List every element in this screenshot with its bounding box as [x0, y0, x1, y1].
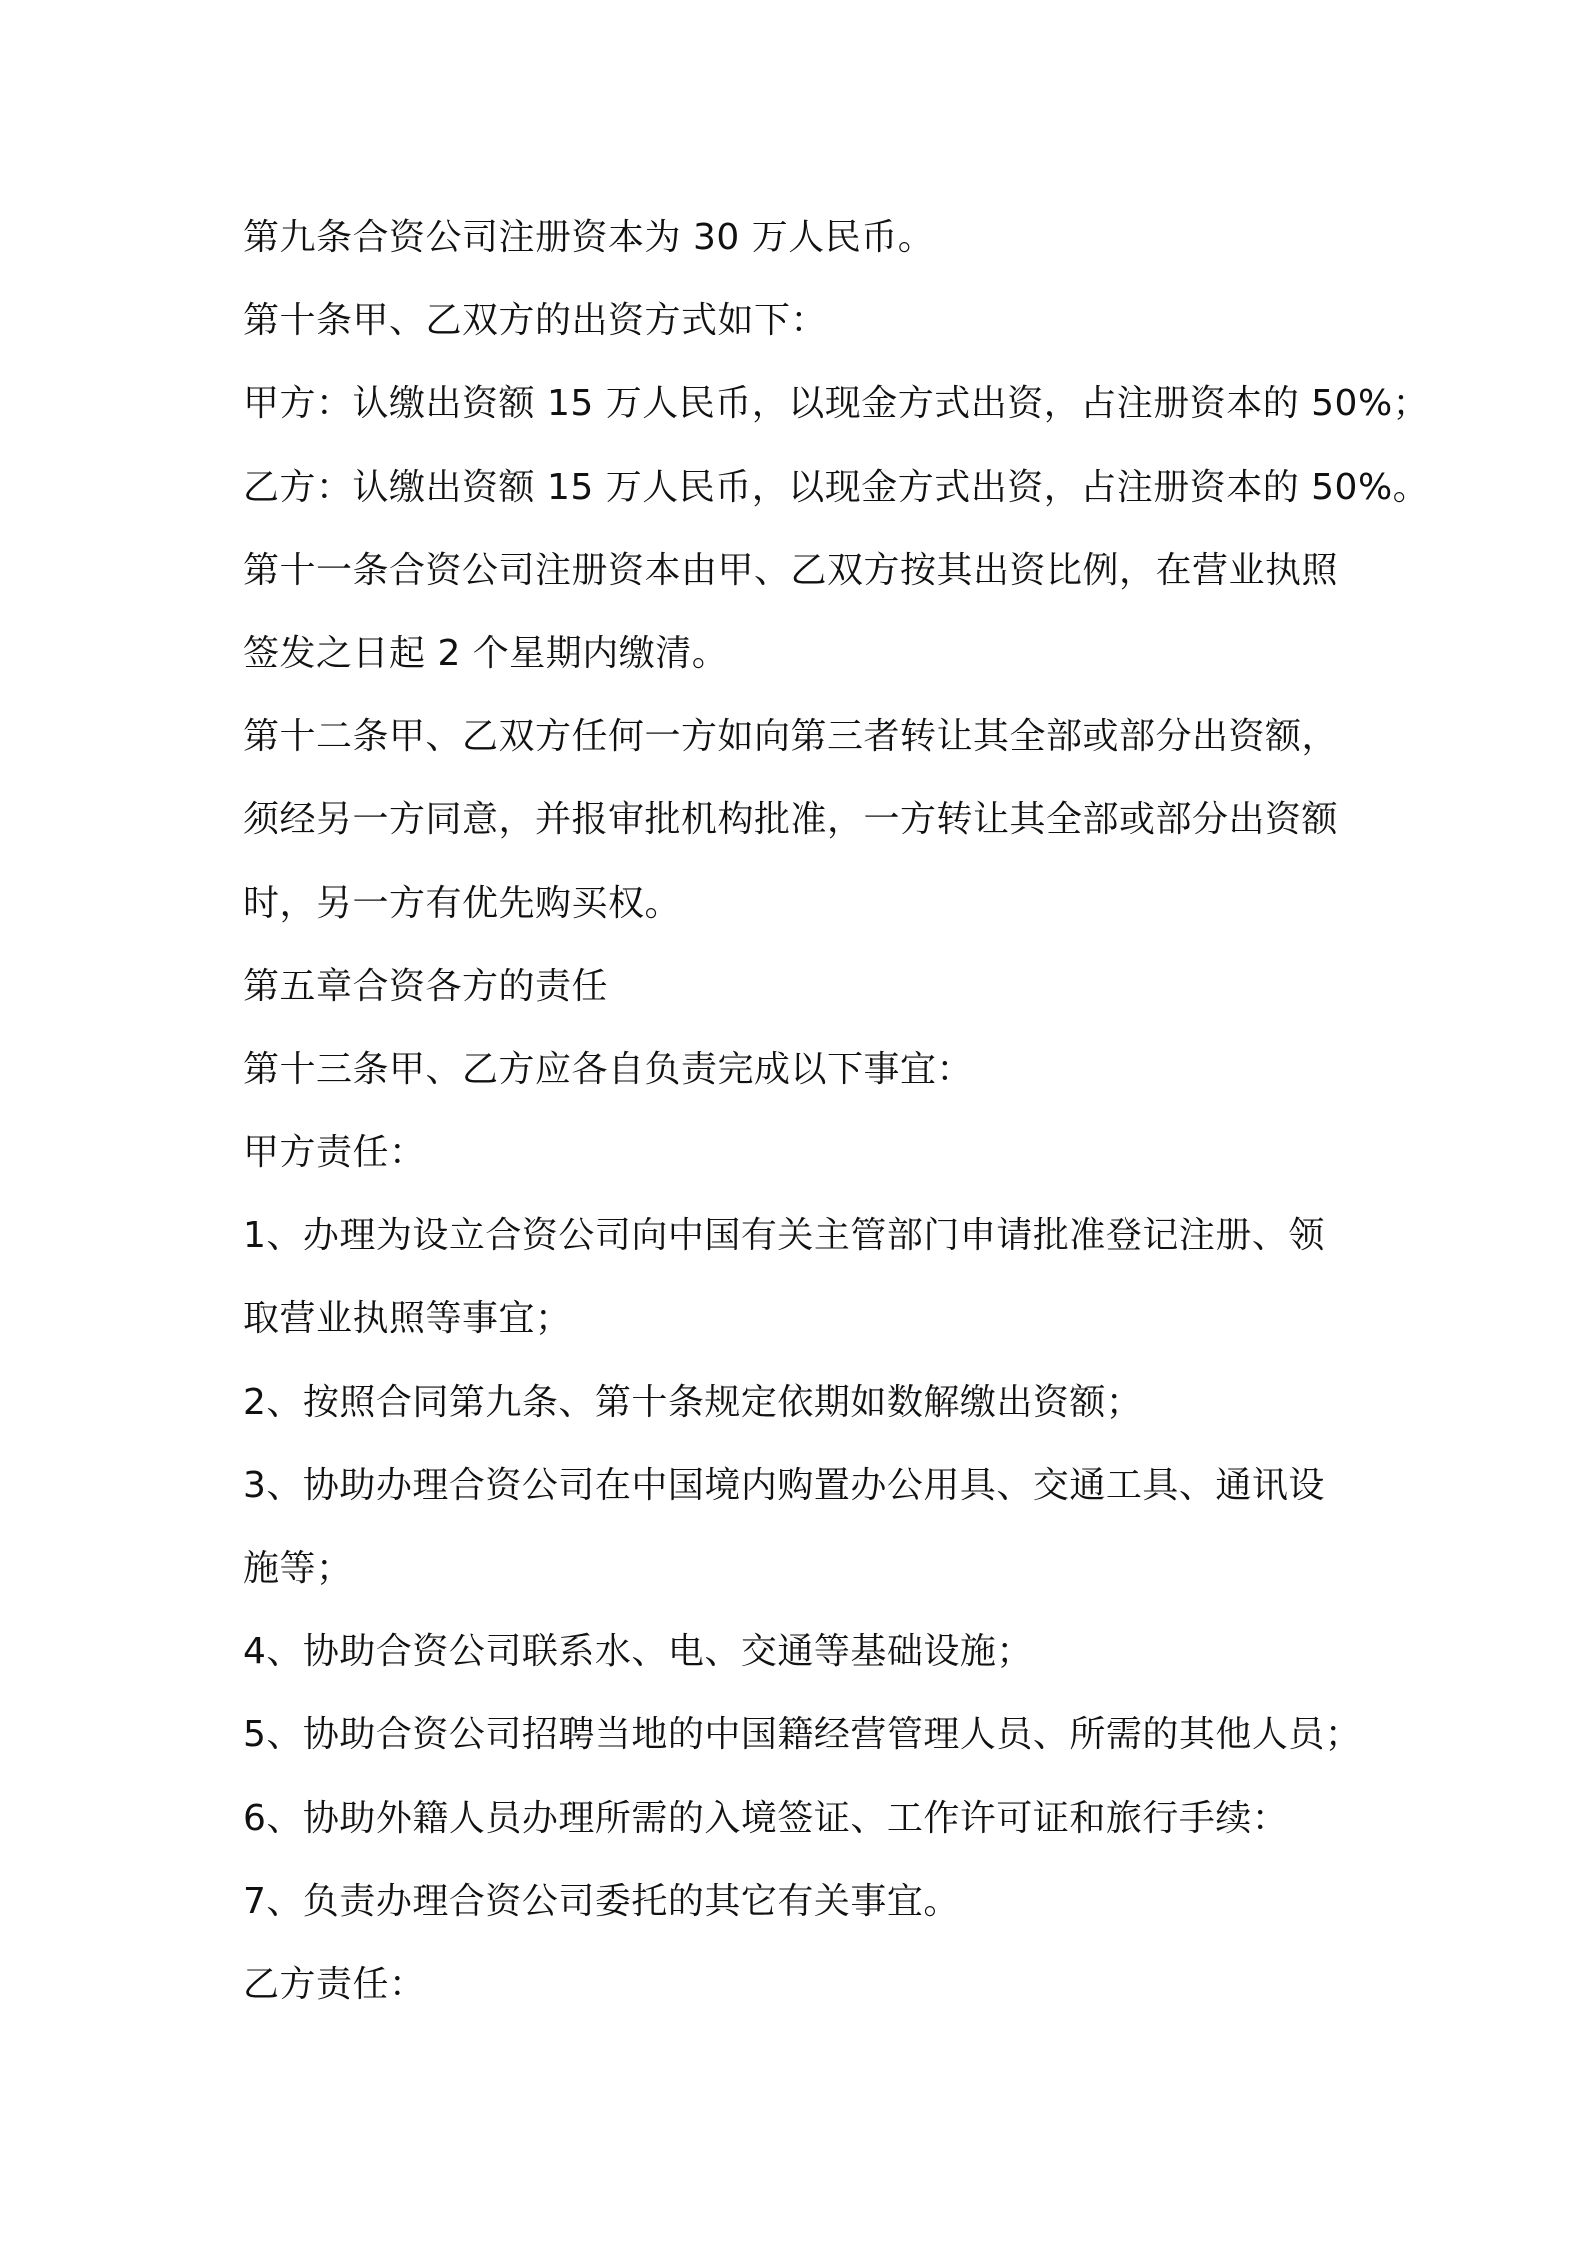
list-item-4: 4、协助合资公司联系水、电、交通等基础设施； — [243, 1631, 1033, 1673]
article-11-line-2: 签发之日起 2 个星期内缴清。 — [243, 632, 729, 674]
list-item-1-line-2: 取营业执照等事宜； — [243, 1298, 572, 1340]
list-item-3-line-2: 施等； — [243, 1548, 353, 1589]
list-item-7: 7、负责办理合资公司委托的其它有关事宜。 — [243, 1880, 960, 1922]
article-13-line: 第十三条甲、乙方应各自负责完成以下事宜： — [243, 1048, 974, 1090]
document-body — [243, 196, 1430, 2026]
article-9-line: 第九条合资公司注册资本为 30 万人民币。 — [243, 217, 935, 258]
list-item-6: 6、协助外籍人员办理所需的入境签证、工作许可证和旅行手续： — [243, 1797, 1289, 1839]
party-a-responsibilities-heading: 甲方责任： — [243, 1132, 426, 1174]
party-a-contribution-line: 甲方：认缴出资额 15 万人民币，以现金方式出资，占注册资本的 50%； — [243, 383, 1430, 425]
article-10-line: 第十条甲、乙双方的出资方式如下： — [243, 300, 828, 342]
article-12-line-3: 时，另一方有优先购买权。 — [243, 882, 682, 924]
list-item-5: 5、协助合资公司招聘当地的中国籍经营管理人员、所需的其他人员； — [243, 1714, 1362, 1756]
party-b-responsibilities-heading: 乙方责任： — [243, 1963, 426, 2005]
list-item-3-line-1: 3、协助办理合资公司在中国境内购置办公用具、交通工具、通讯设 — [243, 1464, 1325, 1506]
party-b-contribution-line: 乙方：认缴出资额 15 万人民币，以现金方式出资，占注册资本的 50%。 — [243, 466, 1430, 508]
list-item-1-line-1: 1、办理为设立合资公司向中国有关主管部门申请批准登记注册、领 — [243, 1215, 1325, 1257]
list-item-2: 2、按照合同第九条、第十条规定依期如数解缴出资额； — [243, 1381, 1143, 1423]
article-12-line-1: 第十二条甲、乙双方任何一方如向第三者转让其全部或部分出资额， — [243, 716, 1339, 758]
chapter-5-heading: 第五章合资各方的责任 — [243, 965, 609, 1007]
article-12-line-2: 须经另一方同意，并报审批机构批准，一方转让其全部或部分出资额 — [243, 799, 1339, 841]
article-11-line-1: 第十一条合资公司注册资本由甲、乙双方按其出资比例，在营业执照 — [243, 549, 1339, 591]
